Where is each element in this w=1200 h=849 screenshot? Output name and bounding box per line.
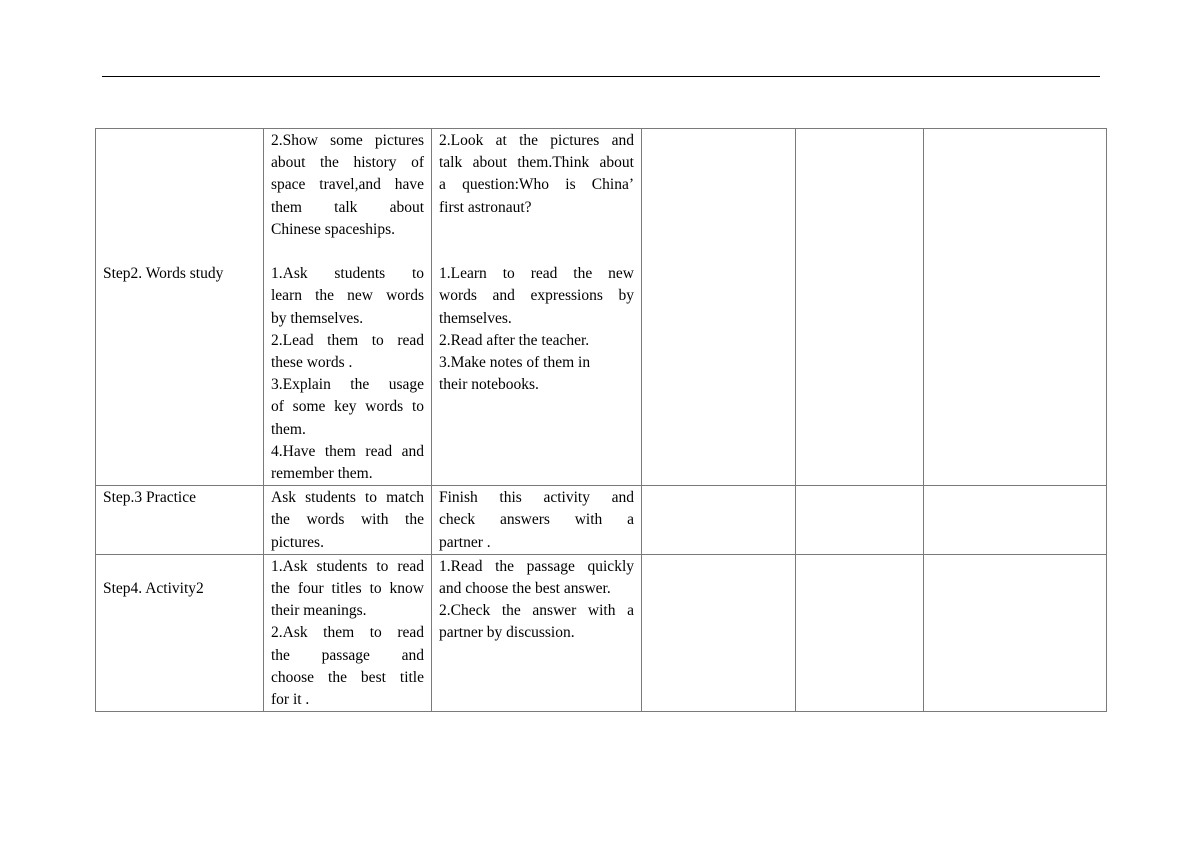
step-cell xyxy=(96,129,264,486)
text-line: talk about them.Think about xyxy=(439,154,634,172)
text-line: 3.Make notes of them in xyxy=(439,354,591,371)
text-line: these words . xyxy=(271,354,353,372)
text-line: by themselves. xyxy=(271,309,364,327)
empty-cell xyxy=(796,554,924,711)
text-line: themselves. xyxy=(439,309,512,327)
text-line: 1.Ask students to xyxy=(271,265,424,283)
table-row-words-study xyxy=(96,129,1107,486)
text-line: them talk about xyxy=(271,198,424,216)
text-line: about the history of xyxy=(271,154,424,172)
empty-cell xyxy=(924,554,1107,711)
text-line: 4.Have them read and xyxy=(271,442,424,460)
text-line: the passage and xyxy=(271,646,424,664)
header-rule xyxy=(102,76,1100,77)
text-line: pictures. xyxy=(271,533,324,551)
empty-cell xyxy=(642,486,796,555)
table-row-practice xyxy=(96,486,1107,555)
text-line: for it . xyxy=(271,691,310,709)
step-label: Step2. Words study xyxy=(103,265,224,283)
student-activity-cell xyxy=(432,486,642,555)
text-line: partner by discussion. xyxy=(439,624,575,642)
text-line: 2.Ask them to read xyxy=(271,624,424,642)
text-line: 2.Read after the teacher. xyxy=(439,331,590,349)
text-line: and choose the best answer. xyxy=(439,580,611,598)
lesson-plan-table xyxy=(95,128,1107,712)
text-line: choose the best title xyxy=(271,668,424,686)
text-line: 1.Ask students to read xyxy=(271,557,424,575)
text-line: 2.Check the answer with a xyxy=(439,602,634,620)
step-cell xyxy=(96,554,264,711)
text-line: Ask students to match xyxy=(271,489,424,507)
empty-cell xyxy=(642,554,796,711)
step-label: Step4. Activity2 xyxy=(103,580,204,598)
text-line: 2.Show some pictures xyxy=(271,132,424,149)
text-line: first astronaut? xyxy=(439,198,532,216)
teacher-activity-cell xyxy=(264,129,432,486)
text-line: their meanings. xyxy=(271,602,367,620)
teacher-activity-cell xyxy=(264,554,432,711)
empty-cell xyxy=(924,129,1107,486)
student-activity-cell xyxy=(432,554,642,711)
text-line: the words with the xyxy=(271,511,424,529)
empty-cell xyxy=(796,129,924,486)
text-line: words and expressions by xyxy=(439,287,634,305)
empty-cell xyxy=(642,129,796,486)
student-activity-cell xyxy=(432,129,642,486)
empty-cell xyxy=(796,486,924,555)
step-cell xyxy=(96,486,264,555)
text-line: 1.Learn to read the new xyxy=(439,265,634,283)
text-line: a question:Who is China’ xyxy=(439,176,634,194)
text-line: 2.Lead them to read xyxy=(271,331,424,349)
empty-cell xyxy=(924,486,1107,555)
text-line: their notebooks. xyxy=(439,376,539,394)
text-line: of some key words to xyxy=(271,398,424,416)
text-line: partner . xyxy=(439,533,491,551)
text-line: them. xyxy=(271,420,306,438)
text-line: 2.Look at the pictures and xyxy=(439,132,634,149)
text-line: 3.Explain the usage xyxy=(271,376,424,394)
text-line: learn the new words xyxy=(271,287,424,305)
step-label: Step.3 Practice xyxy=(103,489,196,507)
text-line: Chinese spaceships. xyxy=(271,220,395,238)
text-line: the four titles to know xyxy=(271,580,424,598)
text-line: remember them. xyxy=(271,465,373,483)
table-row-activity2 xyxy=(96,554,1107,711)
teacher-activity-cell xyxy=(264,486,432,555)
text-line: check answers with a xyxy=(439,511,634,529)
text-line: 1.Read the passage quickly xyxy=(439,557,634,575)
text-line: space travel,and have xyxy=(271,176,424,194)
text-line: Finish this activity and xyxy=(439,489,634,507)
